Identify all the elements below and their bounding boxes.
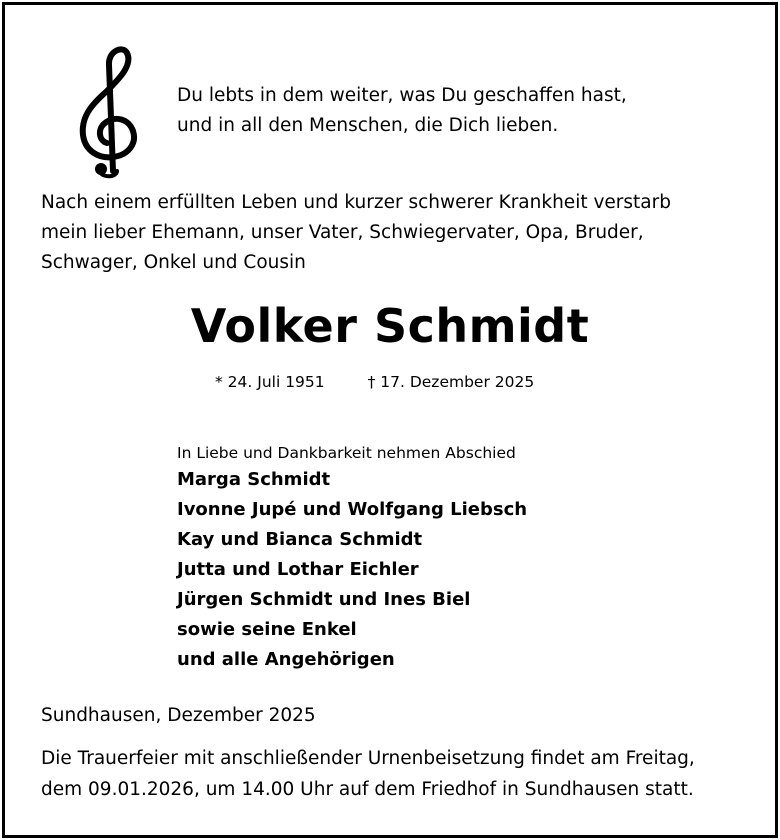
deceased-name: Volker Schmidt xyxy=(190,299,590,353)
ceremony-info xyxy=(41,743,695,805)
family-section xyxy=(177,441,527,675)
family-intro: In Liebe und Dankbarkeit nehmen Abschied xyxy=(177,444,516,462)
intro-text xyxy=(41,188,741,278)
intro-line-1: Nach einem erfüllten Leben und kurzer schwerer Krankheit verstarb xyxy=(41,192,671,213)
death-date: † 17. Dezember 2025 xyxy=(367,373,535,391)
family-member: Ivonne Jupé und Wolfgang Liebsch xyxy=(177,499,528,520)
life-dates xyxy=(215,373,534,391)
family-list xyxy=(177,465,527,675)
family-member: Kay und Bianca Schmidt xyxy=(177,529,423,550)
family-member: sowie seine Enkel xyxy=(177,619,357,640)
memorial-quote xyxy=(177,81,627,141)
place-date: Sundhausen, Dezember 2025 xyxy=(41,705,316,726)
ceremony-line-2: dem 09.01.2026, um 14.00 Uhr auf dem Friedhof in Sundhausen statt. xyxy=(41,779,694,800)
intro-line-3: Schwager, Onkel und Cousin xyxy=(41,252,306,273)
treble-clef-icon xyxy=(73,43,149,179)
birth-date: * 24. Juli 1951 xyxy=(215,373,325,391)
quote-line-1: Du lebts in dem weiter, was Du geschaffen hast, xyxy=(177,85,627,106)
family-member: Jutta und Lothar Eichler xyxy=(177,559,419,580)
quote-line-2: und in all den Menschen, die Dich lieben. xyxy=(177,115,559,136)
family-member: Marga Schmidt xyxy=(177,469,331,490)
obituary-notice xyxy=(2,2,778,838)
intro-line-2: mein lieber Ehemann, unser Vater, Schwiegervater, Opa, Bruder, xyxy=(41,222,644,243)
ceremony-line-1: Die Trauerfeier mit anschließender Urnenbeisetzung findet am Freitag, xyxy=(41,748,695,769)
family-member: und alle Angehörigen xyxy=(177,649,395,670)
family-member: Jürgen Schmidt und Ines Biel xyxy=(177,589,471,610)
